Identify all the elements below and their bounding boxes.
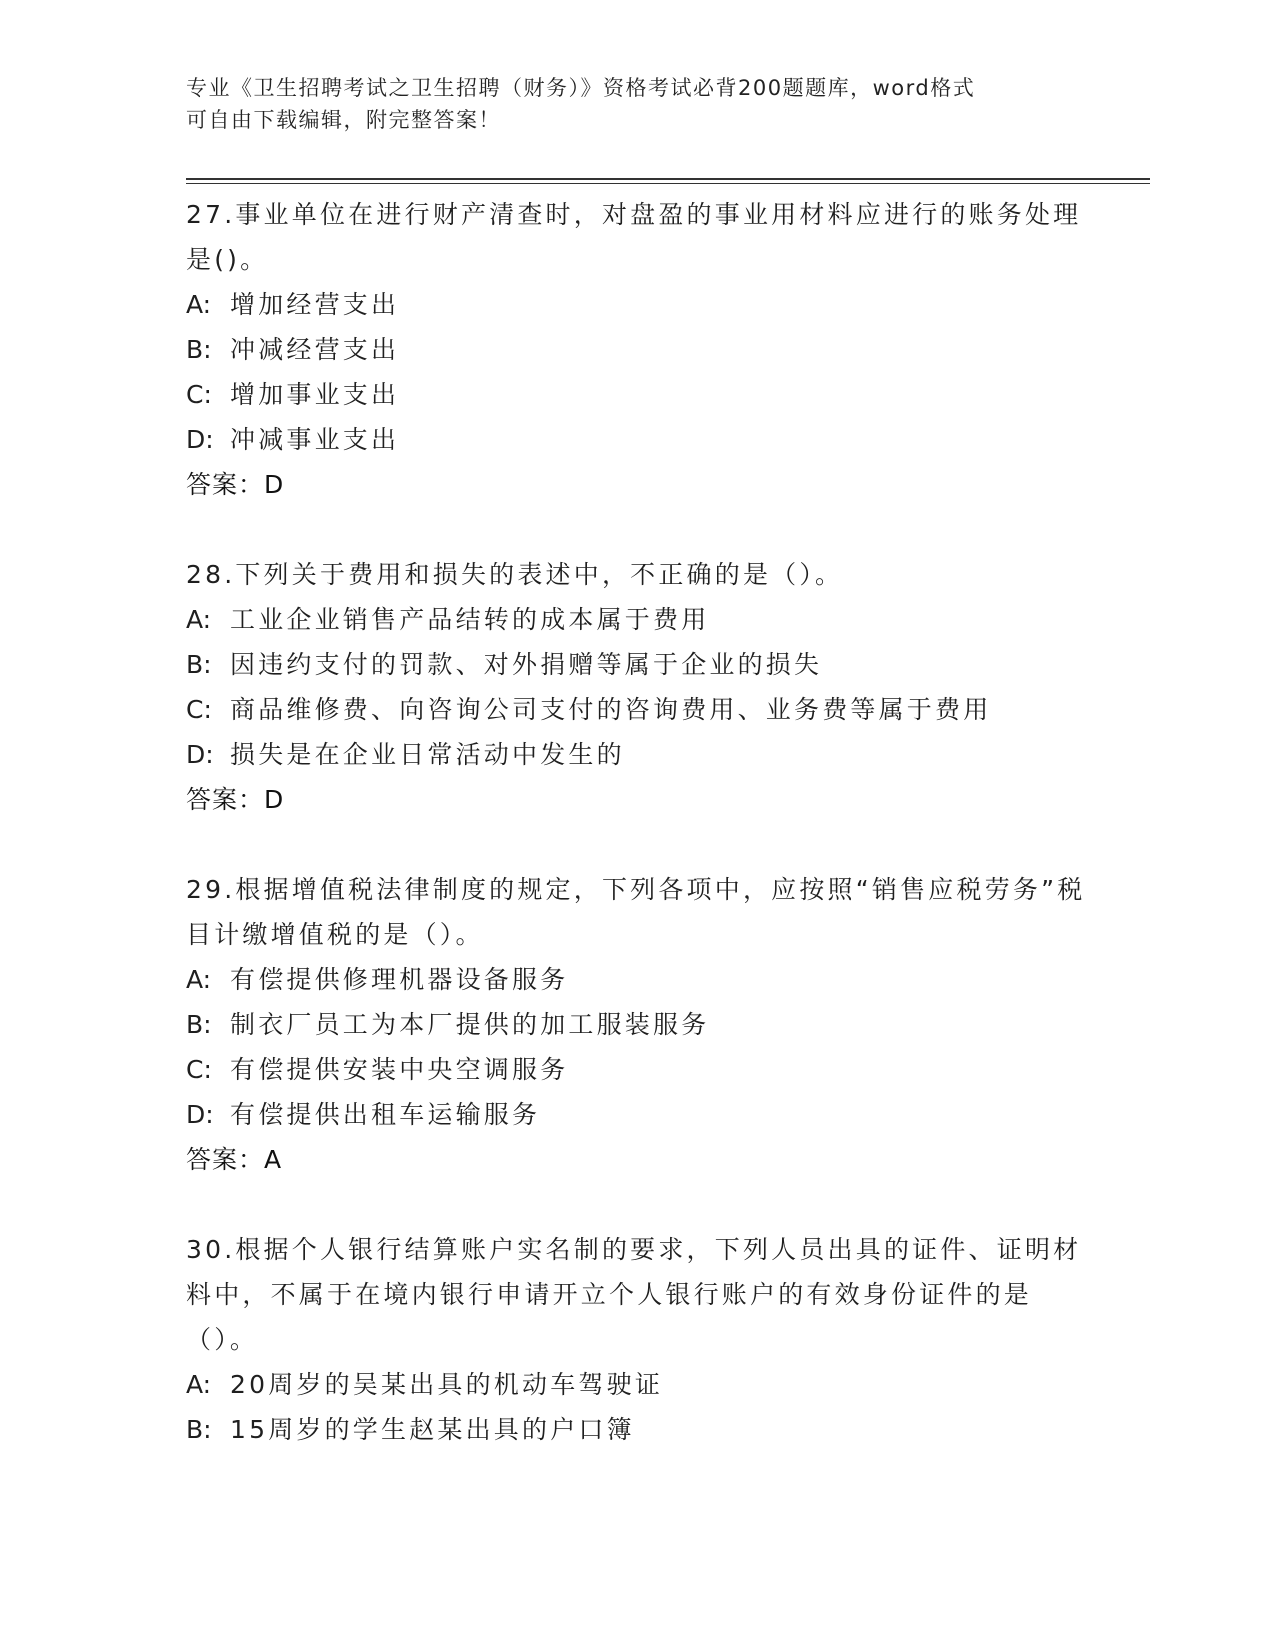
option-c [186,687,1086,732]
option-text: 工业企业销售产品结转的成本属于费用 [230,605,710,634]
option-text: 增加经营支出 [230,290,400,319]
question-stem: 28.下列关于费用和损失的表述中，不正确的是（）。 [186,560,844,589]
option-letter: A: [186,290,212,319]
option-letter: C: [186,695,212,724]
option-text: 有偿提供安装中央空调服务 [230,1055,569,1084]
option-text: 15周岁的学生赵某出具的户口簿 [230,1415,635,1444]
option-letter: C: [186,1055,212,1084]
question-30 [186,1227,1086,1452]
header-line-2: 可自由下载编辑，附完整答案！ [186,108,501,132]
page-header [186,72,1066,136]
question-stem: 30.根据个人银行结算账户实名制的要求，下列人员出具的证件、证明材料中，不属于在境内银行申请开立个人银行账户的有效身份证件的是（）。 [186,1235,1082,1354]
option-letter: D: [186,425,214,454]
question-stem: 27.事业单位在进行财产清查时，对盘盈的事业用材料应进行的账务处理是()。 [186,200,1082,274]
option-letter: B: [186,1415,212,1444]
question-28 [186,552,1086,822]
option-letter: B: [186,650,212,679]
option-text: 有偿提供出租车运输服务 [230,1100,541,1129]
option-text: 冲减经营支出 [230,335,400,364]
option-letter: B: [186,1010,212,1039]
option-d [186,732,1086,777]
answer-line: 答案：D [186,470,285,499]
option-a [186,282,1086,327]
question-27 [186,192,1086,507]
answer-line: 答案：A [186,1145,283,1174]
option-text: 制衣厂员工为本厂提供的加工服装服务 [230,1010,710,1039]
option-text: 因违约支付的罚款、对外捐赠等属于企业的损失 [230,650,823,679]
option-text: 损失是在企业日常活动中发生的 [230,740,625,769]
question-list [186,192,1086,1497]
option-letter: C: [186,380,212,409]
option-text: 增加事业支出 [230,380,400,409]
question-stem: 29.根据增值税法律制度的规定，下列各项中，应按照“销售应税劳务”税目计缴增值税的是（）。 [186,875,1086,949]
option-text: 有偿提供修理机器设备服务 [230,965,569,994]
option-letter: A: [186,1370,212,1399]
answer-line: 答案：D [186,785,285,814]
option-c [186,1047,1086,1092]
option-d [186,417,1086,462]
option-letter: A: [186,605,212,634]
option-b [186,642,1086,687]
option-d [186,1092,1086,1137]
option-letter: D: [186,740,214,769]
option-text: 冲减事业支出 [230,425,400,454]
option-a [186,1362,1086,1407]
header-divider-thin [186,183,1150,184]
option-b [186,327,1086,372]
header-divider [186,178,1150,180]
option-b [186,1002,1086,1047]
option-a [186,957,1086,1002]
option-letter: A: [186,965,212,994]
option-letter: D: [186,1100,214,1129]
option-text: 20周岁的吴某出具的机动车驾驶证 [230,1370,664,1399]
option-a [186,597,1086,642]
option-c [186,372,1086,417]
question-29 [186,867,1086,1182]
option-b [186,1407,1086,1452]
option-letter: B: [186,335,212,364]
header-line-1: 专业《卫生招聘考试之卫生招聘（财务）》资格考试必背200题题库，word格式 [186,76,976,100]
option-text: 商品维修费、向咨询公司支付的咨询费用、业务费等属于费用 [230,695,992,724]
